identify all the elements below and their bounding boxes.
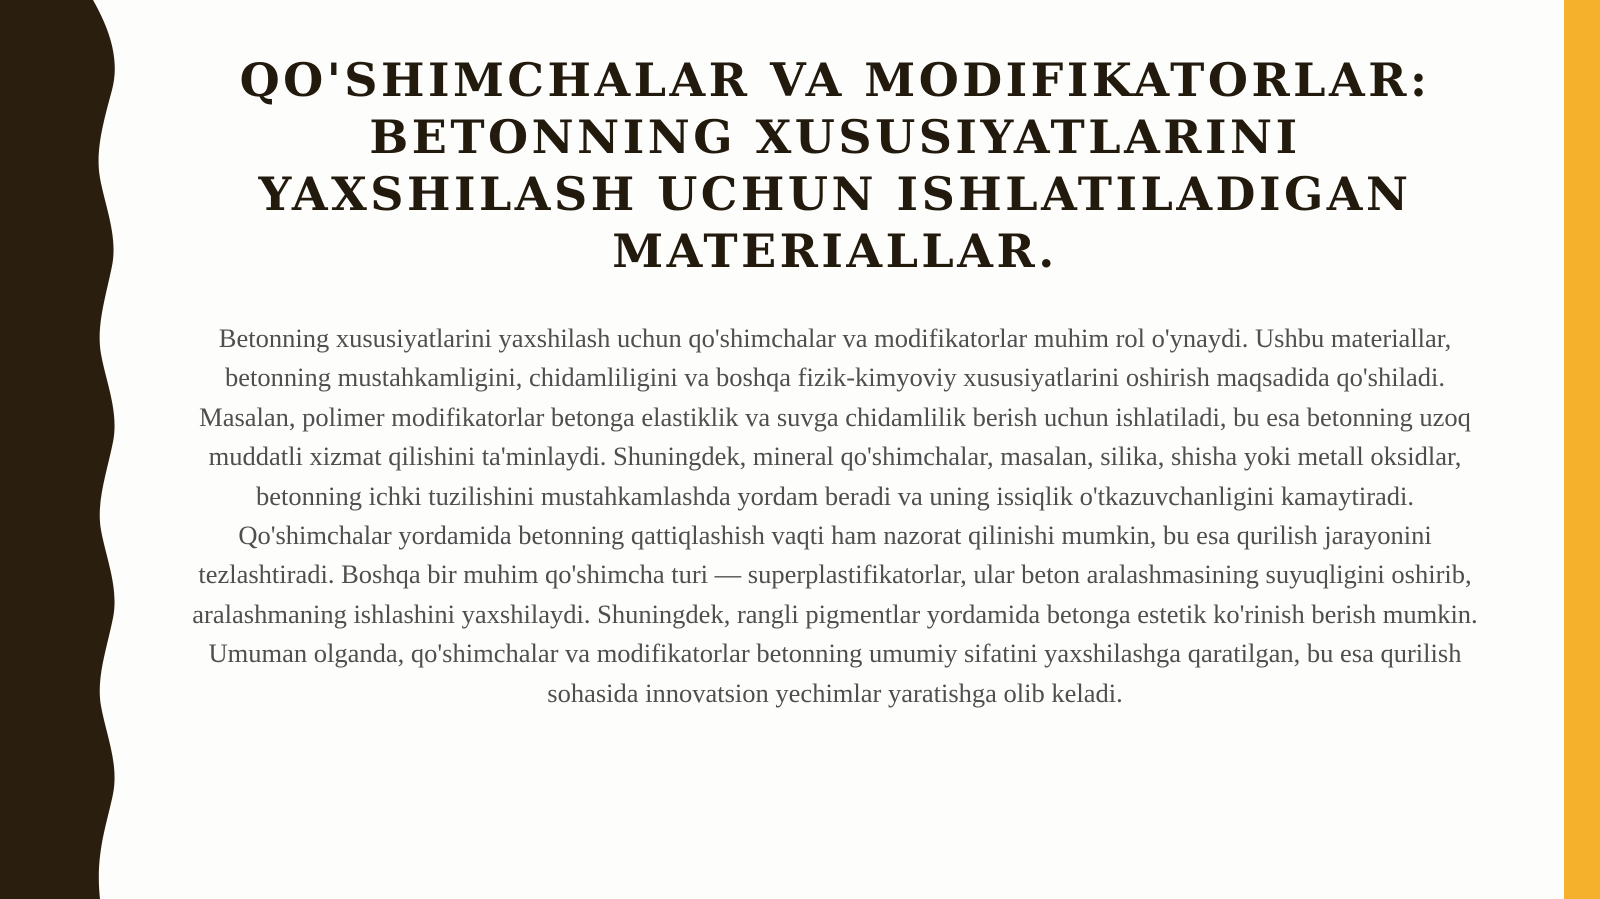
slide-title: QO'SHIMCHALAR VA MODIFIKATORLAR: BETONNING XUSUSIYATLARINI YAXSHILASH UCHUN ISHLATILADIGAN MATERIALLAR.: [239, 53, 1431, 278]
accent-stripe: [1564, 0, 1600, 899]
wavy-band-shape: [0, 0, 115, 899]
slide-content: [190, 52, 1480, 713]
slide-body-text: Betonning xususiyatlarini yaxshilash uchun qo'shimchalar va modifikatorlar muhim rol o'ynaydi. Ushbu materiallar, betonning mustahkamligini, chidamliligini va boshqa fizik-kimyoviy xususiyatlarini oshirish maqsadida qo'shiladi. Masalan, polimer modifikatorlar betonga elastiklik va suvga chidamlilik berish uchun ishlatiladi, bu esa betonning uzoq muddatli xizmat qilishini ta'minlaydi. Shuningdek, mineral qo'shimchalar, masalan, silika, shisha yoki metall oksidlar, betonning ichki tuzilishini mustahkamlashda yordam beradi va uning issiqlik o'tkazuvchanligini kamaytiradi. Qo'shimchalar yordamida betonning qattiqlashish vaqti ham nazorat qilinishi mumkin, bu esa qurilish jarayonini tezlashtiradi. Boshqa bir muhim qo'shimcha turi — superplastifikatorlar, ular beton aralashmasining suyuqligini oshirib, aralashmaning ishlashini yaxshilaydi. Shuningdek, rangli pigmentlar yordamida betonga estetik ko'rinish berish mumkin. Umuman olganda, qo'shimchalar va modifikatorlar betonning umumiy sifatini yaxshilashga qaratilgan, bu esa qurilish sohasida innovatsion yechimlar yaratishga olib keladi.: [192, 323, 1478, 708]
wavy-left-band: [0, 0, 130, 899]
